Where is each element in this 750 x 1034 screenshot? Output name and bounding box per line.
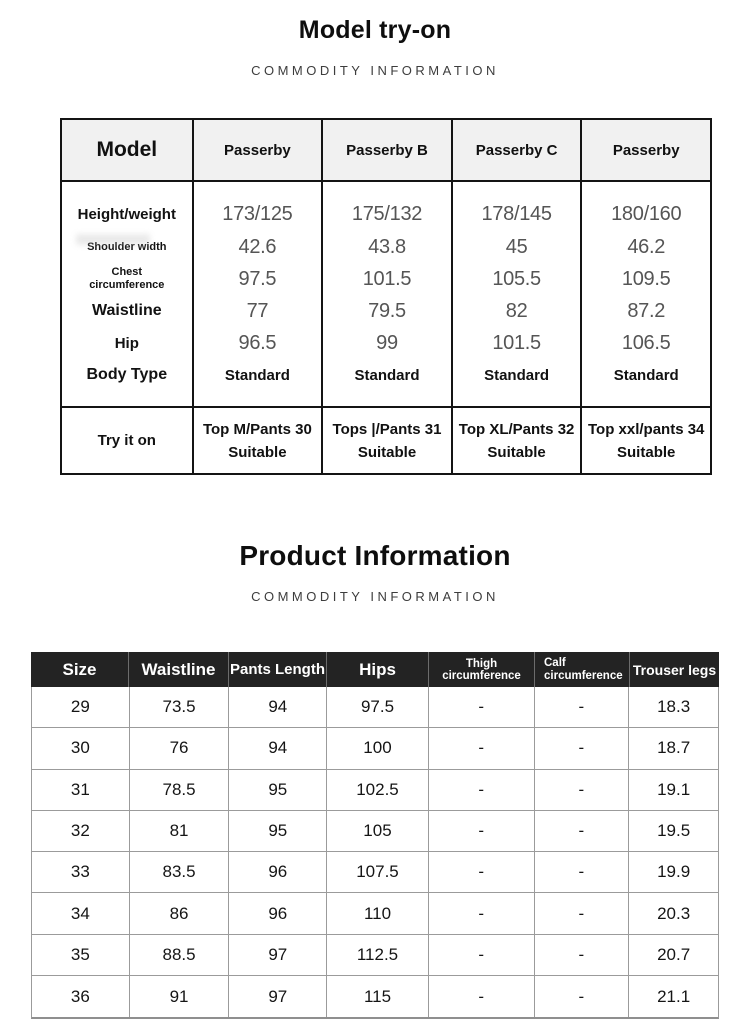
measurement-value-line: [323, 295, 451, 327]
model-value-column: [192, 182, 322, 406]
measurement-cell: 86: [129, 893, 229, 933]
measurement-cell: 110: [326, 893, 428, 933]
measurement-value-line: [582, 295, 710, 327]
product-information-subtitle: COMMODITY INFORMATION: [251, 589, 499, 604]
size-column-header: [534, 652, 629, 687]
measurement-cell: 83.5: [129, 852, 229, 892]
model-tryon-table: [60, 118, 712, 475]
measurement-cell: -: [428, 811, 534, 851]
measurement-cell: 96: [228, 893, 326, 933]
size-column-header-label: Thigh circumference: [442, 657, 521, 682]
measurement-value: 101.5: [492, 331, 541, 354]
measurement-cell: -: [534, 852, 629, 892]
size-table-row: [32, 811, 718, 852]
size-column-header: [428, 652, 534, 687]
size-value-cell: 35: [70, 944, 90, 964]
measurement-value-line: [194, 359, 322, 391]
measurement-cell: 20.7: [628, 935, 718, 975]
measurement-cell: 96: [228, 852, 326, 892]
measurement-cell: 105: [326, 811, 428, 851]
size-value-cell: 34: [70, 903, 90, 923]
censored-text-blur: [76, 234, 150, 245]
size-column-header: [326, 652, 428, 687]
measurement-cell: -: [428, 893, 534, 933]
measurement-value-line: [453, 197, 581, 231]
size-column-header: [31, 652, 128, 687]
measurement-label: Height/weight: [77, 205, 176, 223]
try-on-suitable-line: Suitable: [357, 443, 417, 461]
measurement-label-line: [62, 327, 192, 359]
model-name-header-cell: Passerby B: [321, 120, 451, 180]
measurement-cell: 18.7: [628, 728, 718, 768]
measurement-value: 46.2: [627, 235, 666, 258]
try-on-size-line: Top XL/Pants 32: [458, 420, 575, 438]
measurement-value-line: [323, 197, 451, 231]
measurement-value-line: [582, 327, 710, 359]
try-on-size-line: Top M/Pants 30: [202, 420, 312, 438]
measurement-value-line: [582, 197, 710, 231]
try-it-on-label-cell: [62, 408, 192, 473]
model-value-column: [580, 182, 710, 406]
measurement-cell: -: [534, 976, 629, 1017]
measurement-cell: 19.9: [628, 852, 718, 892]
measurement-cell: 115: [326, 976, 428, 1017]
try-on-suitable-line: Suitable: [228, 443, 287, 461]
measurement-value: Standard: [354, 366, 420, 384]
measurement-value: 178/145: [481, 202, 552, 225]
try-on-size-line: Tops |/Pants 31: [332, 420, 442, 438]
measurement-value: 99: [376, 331, 398, 354]
measurement-value: 175/132: [351, 202, 423, 225]
measurement-value: 106.5: [621, 331, 671, 354]
measurement-cell: -: [428, 687, 534, 727]
measurement-cell: 19.1: [628, 770, 718, 810]
size-value-cell: 32: [70, 821, 90, 841]
measurement-cell: -: [428, 976, 534, 1017]
measurement-value-line: [323, 231, 451, 263]
try-on-suitable-line: Suitable: [617, 443, 676, 461]
size-column-header-label: Calf circumference: [544, 656, 623, 682]
measurement-cell: 18.3: [628, 687, 718, 727]
model-header-cell: Model: [96, 138, 158, 161]
size-table-row: [32, 893, 718, 934]
size-value-cell: 30: [70, 738, 90, 758]
model-name-header-cell: Passerby: [580, 120, 710, 180]
measurement-value-line: [194, 197, 322, 231]
measurement-cell: -: [534, 811, 629, 851]
model-name-header-cell: Passerby C: [451, 120, 581, 180]
measurement-value-line: [453, 359, 581, 391]
measurement-cell: 91: [129, 976, 229, 1017]
measurement-value-line: [582, 263, 710, 295]
measurement-value: 101.5: [362, 267, 412, 290]
measurement-value-line: [323, 359, 451, 391]
size-value-cell: 33: [70, 862, 90, 882]
try-on-suitable-line: Suitable: [487, 443, 546, 461]
measurement-value: 109.5: [621, 267, 671, 290]
measurement-cell: 81: [129, 811, 229, 851]
measurement-value-line: [194, 327, 322, 359]
measurement-value-line: [453, 327, 581, 359]
size-value-cell: 29: [70, 697, 90, 717]
measurement-cell: 112.5: [326, 935, 428, 975]
measurement-value-line: [194, 231, 322, 263]
measurement-cell: -: [428, 935, 534, 975]
measurement-value-line: [194, 263, 322, 295]
try-it-on-label: Try it on: [97, 432, 156, 449]
model-tryon-title: Model try-on: [298, 16, 452, 44]
measurement-label: Shoulder width: [87, 240, 167, 253]
size-column-header-label: Waistline: [141, 659, 216, 679]
model-tryon-subtitle: COMMODITY INFORMATION: [251, 63, 499, 78]
measurement-cell: -: [534, 728, 629, 768]
size-value-cell: 31: [70, 779, 90, 799]
size-table-header-row: [31, 652, 719, 687]
measurement-label: Hip: [114, 334, 139, 352]
size-column-header: [629, 652, 719, 687]
measurement-cell: -: [534, 770, 629, 810]
measurement-cell: 94: [228, 728, 326, 768]
measurement-label-line: [62, 295, 192, 327]
measurement-value: 82: [505, 299, 528, 322]
try-on-size-line: Top xxl/pants 34: [587, 420, 705, 438]
measurement-value: 42.6: [238, 235, 277, 258]
measurement-value: 43.8: [368, 235, 406, 258]
measurement-cell: 95: [228, 811, 326, 851]
measurement-value: Standard: [613, 366, 679, 384]
try-it-on-value-cell: [192, 408, 322, 473]
size-chart-table: [31, 652, 719, 1019]
size-column-header-label: Pants Length: [229, 661, 325, 678]
measurement-value: 96.5: [238, 331, 277, 354]
measurement-cell: -: [534, 893, 629, 933]
measurement-value-line: [323, 327, 451, 359]
measurement-value: 79.5: [368, 299, 406, 322]
measurement-value: 77: [246, 299, 269, 322]
model-value-column: [321, 182, 451, 406]
measurement-cell: 97.5: [326, 687, 428, 727]
measurement-value-line: [194, 295, 322, 327]
model-name-header-cell: Passerby: [192, 120, 322, 180]
measurement-label: Waistline: [91, 302, 162, 319]
measurement-value-line: [453, 231, 581, 263]
measurement-cell: 76: [129, 728, 229, 768]
measurement-value: 97.5: [238, 267, 277, 290]
measurement-label-line: [62, 197, 192, 231]
size-value-cell: 36: [70, 986, 90, 1006]
size-table-row: [32, 976, 718, 1017]
measurement-label-line: [62, 263, 192, 295]
measurement-value: 105.5: [492, 267, 541, 290]
size-table-row: [32, 770, 718, 811]
size-table-row: [32, 687, 718, 728]
measurement-value-line: [582, 359, 710, 391]
measurement-value-line: [582, 231, 710, 263]
measurement-cell: 19.5: [628, 811, 718, 851]
measurement-value-line: [323, 263, 451, 295]
measurement-cell: 73.5: [129, 687, 229, 727]
measurement-label: Body Type: [86, 366, 168, 383]
measurement-cell: 100: [326, 728, 428, 768]
measurement-cell: 102.5: [326, 770, 428, 810]
try-it-on-value-cell: [321, 408, 451, 473]
measurement-value-line: [453, 263, 581, 295]
measurement-value: Standard: [484, 366, 550, 384]
size-table-row: [32, 852, 718, 893]
measurement-cell: 107.5: [326, 852, 428, 892]
model-table-label-column: [62, 182, 192, 406]
measurement-value: Standard: [224, 366, 290, 384]
measurement-cell: 78.5: [129, 770, 229, 810]
measurement-value: 173/125: [222, 202, 293, 225]
model-value-column: [451, 182, 581, 406]
measurement-value: 180/160: [611, 202, 682, 225]
model-table-header-row: [62, 120, 710, 182]
measurement-cell: -: [534, 935, 629, 975]
try-it-on-value-cell: [451, 408, 581, 473]
measurement-cell: 95: [228, 770, 326, 810]
size-column-header-label: Trouser legs: [632, 661, 717, 678]
model-table-body: [62, 182, 710, 406]
measurement-cell: 20.3: [628, 893, 718, 933]
measurement-value: 45: [505, 235, 528, 258]
try-it-on-row: [62, 406, 710, 473]
product-information-title: Product Information: [239, 540, 511, 571]
measurement-value: 87.2: [627, 299, 666, 322]
size-column-header-label: Size: [62, 659, 97, 679]
size-column-header: [228, 652, 326, 687]
measurement-cell: 21.1: [628, 976, 718, 1017]
measurement-cell: 97: [228, 976, 326, 1017]
measurement-cell: 97: [228, 935, 326, 975]
size-column-header-label: Hips: [359, 659, 396, 679]
measurement-value-line: [453, 295, 581, 327]
try-it-on-value-cell: [580, 408, 710, 473]
size-column-header: [128, 652, 228, 687]
measurement-cell: -: [428, 728, 534, 768]
measurement-cell: -: [428, 852, 534, 892]
measurement-label-line: [62, 359, 192, 391]
measurement-cell: -: [534, 687, 629, 727]
size-table-row: [32, 935, 718, 976]
measurement-label: Chest circumference: [89, 266, 165, 291]
measurement-cell: -: [428, 770, 534, 810]
measurement-cell: 88.5: [129, 935, 229, 975]
size-table-row: [32, 728, 718, 769]
measurement-cell: 94: [228, 687, 326, 727]
